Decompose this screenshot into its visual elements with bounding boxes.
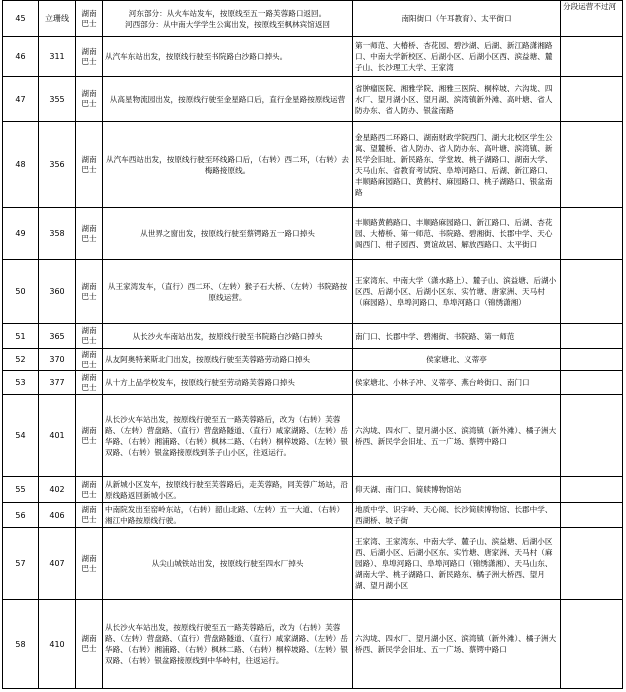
row-route: 立珊线 (39, 1, 76, 37)
row-seq: 51 (3, 324, 39, 349)
row-direction: 从汽车东站出发，按原线行驶至书院路白沙路口掉头。 (103, 37, 353, 77)
row-suspended-stops: 侯家塘北、小林子冲、义蒂亭、燕台岭街口、南门口 (353, 371, 561, 395)
row-note (561, 324, 623, 349)
row-suspended-stops: 第一师范、大椿桥、杏花园、碧沙湖、后湖、新江路潇湘路口、中南大学新校区、后湖小区、后湖小区西、滨益塘、麓子山、长沙理工大学、王家湾 (353, 37, 561, 77)
row-suspended-stops: 丰顺路黄鹤路口、丰顺路麻园路口、新江路口、后湖、杏花园、大椿桥、第一师范、书院路、碧湘街、长郡中学、天心阁西门、柑子园西、贾谊故居、解放西路口、太平街口 (353, 208, 561, 260)
row-direction: 从王家湾发车，（直行）西二环、（左转）猴子石大桥、（左转）书院路按原线运营。 (103, 260, 353, 324)
row-direction: 从十方上品学校发车，按原线行驶至劳动路芙蓉路口掉头 (103, 371, 353, 395)
row-note (561, 503, 623, 528)
row-company: 湖南巴士 (76, 395, 103, 477)
row-company: 湖南巴士 (76, 208, 103, 260)
row-route: 401 (39, 395, 76, 477)
row-direction: 从高星物流园出发，按原线行驶至金星路口后，直行金星路按原线运营 (103, 77, 353, 122)
row-direction: 从长沙火车南站出发，按原线行驶至书院路白沙路口掉头 (103, 324, 353, 349)
row-note (561, 260, 623, 324)
row-direction: 从尖山城铁站出发，按原线行驶至四水厂掉头 (103, 528, 353, 600)
row-company: 湖南巴士 (76, 477, 103, 503)
row-seq: 58 (3, 600, 39, 689)
row-seq: 52 (3, 349, 39, 371)
table-row (3, 77, 623, 122)
row-company: 湖南巴士 (76, 260, 103, 324)
row-note (561, 477, 623, 503)
row-suspended-stops: 南阳街口（午耳教育）、太平街口 (353, 1, 561, 37)
table-row (3, 260, 623, 324)
row-seq: 48 (3, 122, 39, 208)
row-company: 湖南巴士 (76, 349, 103, 371)
row-company: 湖南巴士 (76, 324, 103, 349)
row-direction: 从友阿奥特莱斯北门出发，按原线行驶至芙蓉路劳动路口掉头 (103, 349, 353, 371)
table-row (3, 371, 623, 395)
row-route: 360 (39, 260, 76, 324)
row-seq: 50 (3, 260, 39, 324)
row-direction: 从世界之窗出发，按原线行驶至蔡锷路五一路口掉头 (103, 208, 353, 260)
row-suspended-stops: 王家湾东、中南大学（潇水路上）、麓子山、滨益塘、后湖小区西、后湖小区、后湖小区东、实竹塘、唐家洲、天马村（麻园路）、阜埠河路口、阜埠河路口（锦绣潇湘） (353, 260, 561, 324)
table-row (3, 395, 623, 477)
row-suspended-stops: 省肿瘤医院、湘雅学院、湘雅三医院、桐梓坡、六沟垅、四水厂、望月湖小区、望月湖、滨湾镇新外滩、高叶塘、省人防办东、省人防办、银盆南路 (353, 77, 561, 122)
row-seq: 45 (3, 1, 39, 37)
row-company: 湖南巴士 (76, 600, 103, 689)
row-company: 湖南巴士 (76, 503, 103, 528)
table-body (3, 1, 623, 689)
row-route: 355 (39, 77, 76, 122)
row-company: 湖南巴士 (76, 37, 103, 77)
row-company: 湖南巴士 (76, 1, 103, 37)
table-row (3, 1, 623, 37)
row-direction: 从长沙火车站出发，按原线行驶至五一路芙蓉路后，改为（右转）芙蓉路、（左转）营盘路、（直行）营盘路隧道、（直行）咸家湖路、（左转）岳华路、（右转）湘浦路、（右转）枫林二路、（右转）桐梓坡路、（左转）银双路、（右转）银盆路接原线到茶子山小区，往返运行。 (103, 395, 353, 477)
table-row (3, 528, 623, 600)
row-note (561, 395, 623, 477)
row-note (561, 371, 623, 395)
row-note (561, 77, 623, 122)
row-route: 358 (39, 208, 76, 260)
row-note (561, 122, 623, 208)
row-direction: 中南院发出至窑岭东站，（右转）韶山北路、（左转）五一大道、（右转）湘江中路按原线行驶。 (103, 503, 353, 528)
row-suspended-stops: 六沟垅、四水厂、望月湖小区、滨湾镇（新外滩）、橘子洲大桥西、新民学会旧址、五一广场、蔡锷中路口 (353, 395, 561, 477)
row-route: 377 (39, 371, 76, 395)
row-route: 356 (39, 122, 76, 208)
row-note (561, 600, 623, 689)
row-direction: 从新城小区发车，按原线行驶至芙蓉路后，走芙蓉路，同芙蓉广场站，沿原线路返回新城小区。 (103, 477, 353, 503)
row-company: 湖南巴士 (76, 371, 103, 395)
row-suspended-stops: 王家湾、王家湾东、中南大学、麓子山、滨益塘、后湖小区西、后湖小区、后湖小区东、实竹塘、唐家洲、天马村（麻园路）、阜埠河路口、阜埠河路口（锦绣潇湘）、天马山东、湖南大学、桃子湖路口、新民路东、橘子洲大桥西、望月湖、望月湖小区 (353, 528, 561, 600)
row-seq: 53 (3, 371, 39, 395)
row-seq: 54 (3, 395, 39, 477)
table-row (3, 208, 623, 260)
row-company: 湖南巴士 (76, 122, 103, 208)
row-seq: 55 (3, 477, 39, 503)
bus-route-table (2, 0, 623, 689)
row-suspended-stops: 侯家塘北、义蒂亭 (353, 349, 561, 371)
row-note (561, 349, 623, 371)
row-route: 402 (39, 477, 76, 503)
table-row (3, 37, 623, 77)
row-suspended-stops: 金星路西二环路口、湖南财政学院西门、湖大北校区学生公寓、望麓桥、省人防办、省人防办东、高叶塘、滨湾镇、新民学会旧址、新民路东、学堂坡、桃子湖路口、湖南大学、天马山东、省教育考试院、阜埠河路口、后湖、新江路口、丰顺路麻园路口、黄鹤村、麻园路口、桃子湖路口、银盆南路 (353, 122, 561, 208)
row-route: 407 (39, 528, 76, 600)
row-company: 湖南巴士 (76, 77, 103, 122)
table-row (3, 122, 623, 208)
row-route: 406 (39, 503, 76, 528)
row-note (561, 528, 623, 600)
table-row (3, 503, 623, 528)
row-seq: 47 (3, 77, 39, 122)
table-row (3, 477, 623, 503)
row-seq: 46 (3, 37, 39, 77)
row-note (561, 37, 623, 77)
row-route: 311 (39, 37, 76, 77)
row-suspended-stops: 南门口、长郡中学、碧湘街、书院路、第一师范 (353, 324, 561, 349)
row-suspended-stops: 六沟垅、四水厂、望月湖小区、滨湾镇（新外滩）、橘子洲大桥西、新民学会旧址、五一广场、蔡锷中路口 (353, 600, 561, 689)
row-route: 410 (39, 600, 76, 689)
row-seq: 57 (3, 528, 39, 600)
row-seq: 56 (3, 503, 39, 528)
row-seq: 49 (3, 208, 39, 260)
row-note (561, 208, 623, 260)
row-suspended-stops: 地质中学、识字岭、天心阁、长沙简牍博物馆、长郡中学、西湖桥、坡子街 (353, 503, 561, 528)
row-company: 湖南巴士 (76, 528, 103, 600)
row-route: 365 (39, 324, 76, 349)
table-row (3, 324, 623, 349)
row-direction: 从汽车西站出发，按原线行驶至环线路口后，（右转）西二环，（右转）去梅路接原线。 (103, 122, 353, 208)
table-row (3, 600, 623, 689)
row-direction: 河东部分：从火车站发车，按原线至五一路芙蓉路口返回。 河西部分：从中南大学学生公寓出发，按原线至枫林宾馆返回 (103, 1, 353, 37)
row-suspended-stops: 仰天湖、南门口、简牍博物馆站 (353, 477, 561, 503)
row-note: 分段运营不过河 (561, 1, 623, 37)
row-direction: 从长沙火车站出发，按原线行驶至五一路芙蓉路后，改为（右转）芙蓉路、（左转）营盘路、（直行）营盘路隧道、（直行）咸家湖路、（左转）岳华路、（右转）湘浦路、（右转）枫林二路、（右转）桐梓坡路、（左转）银双路、（右转）银盆路接原线到中华岭村，往返运行。 (103, 600, 353, 689)
table-row (3, 349, 623, 371)
row-route: 370 (39, 349, 76, 371)
